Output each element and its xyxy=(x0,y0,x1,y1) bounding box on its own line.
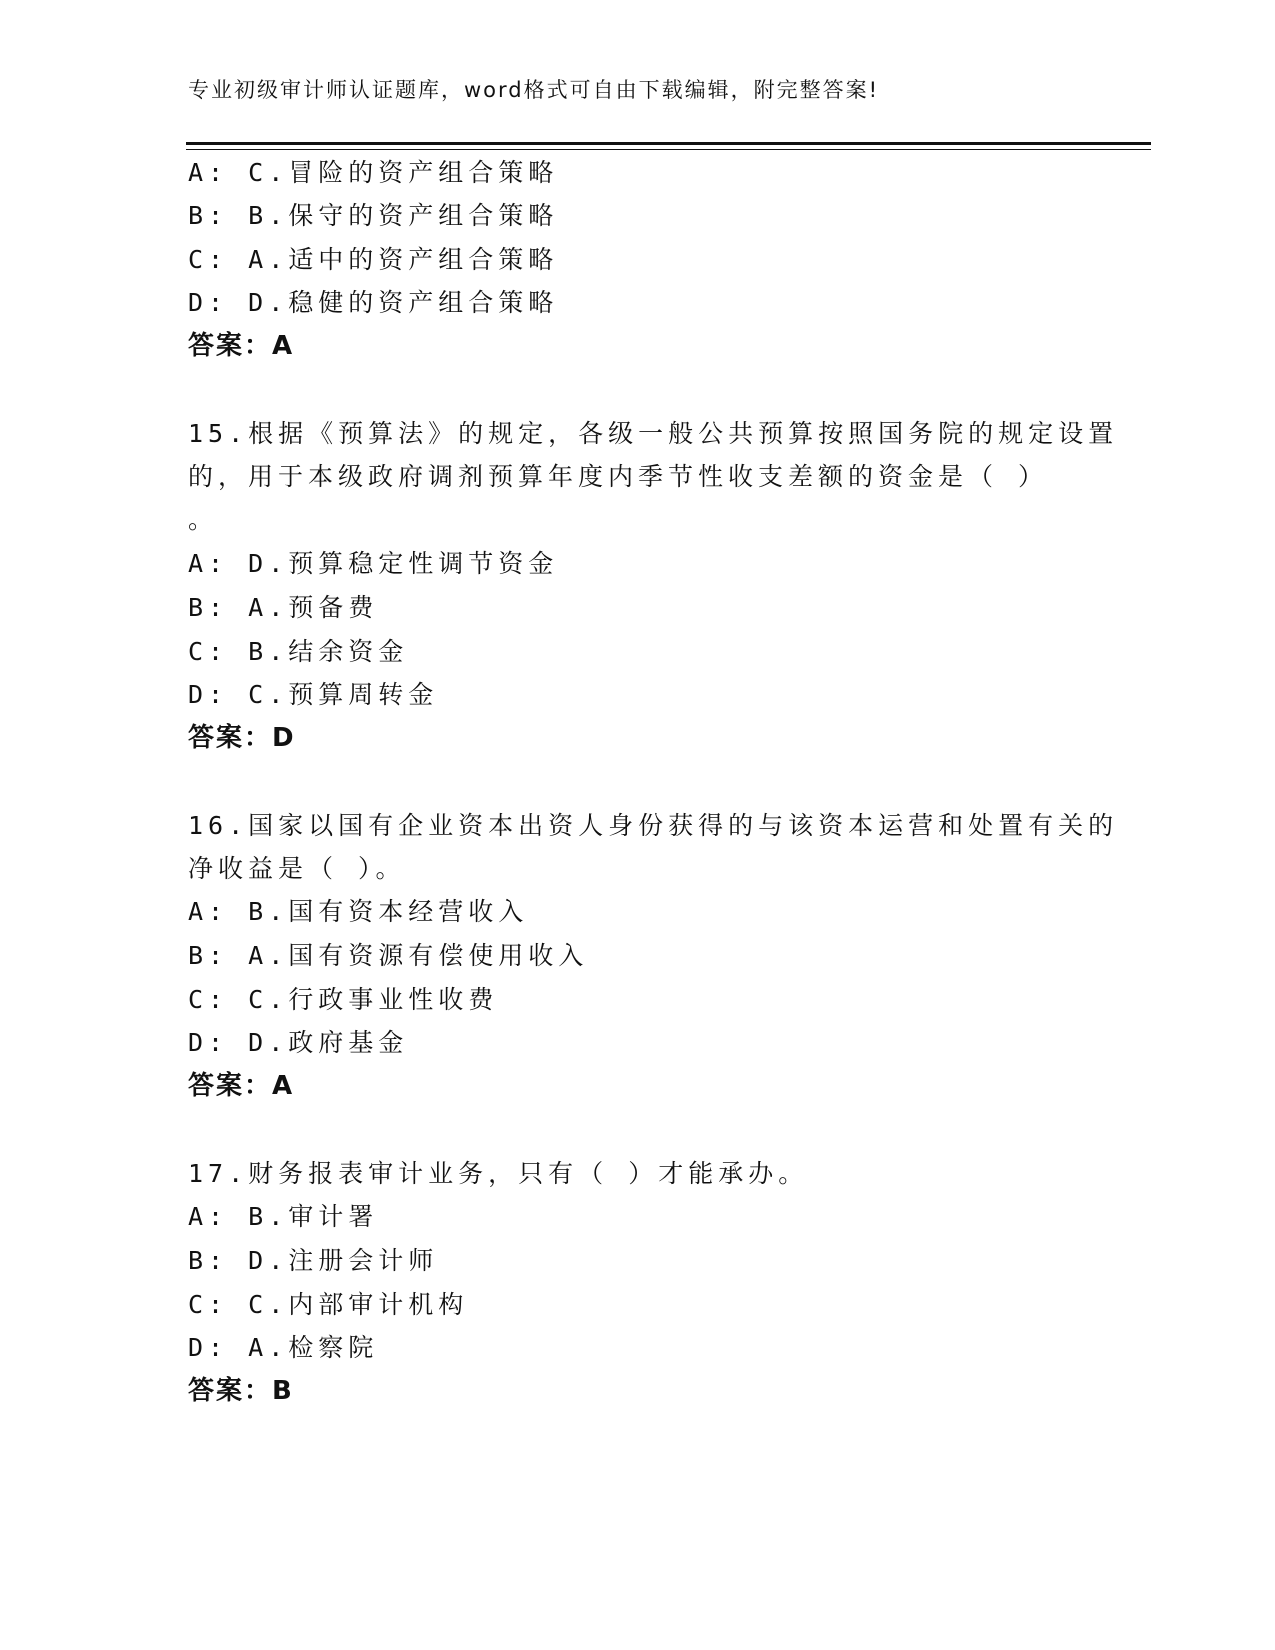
q15-answer: 答案：D xyxy=(188,723,296,753)
q15-option-d: D: C.预算周转金 xyxy=(188,680,439,709)
q15-option-c: C: B.结余资金 xyxy=(188,637,409,666)
q16-option-b: B: A.国有资源有偿使用收入 xyxy=(188,941,589,970)
q17-option-a: A: B.审计署 xyxy=(188,1202,379,1231)
q17-question-line-1: 17.财务报表审计业务，只有（ ）才能承办。 xyxy=(188,1159,809,1188)
q16-option-c: C: C.行政事业性收费 xyxy=(188,985,499,1014)
q14-option-c: C: A.适中的资产组合策略 xyxy=(188,245,559,274)
q15-question-line-3: 。 xyxy=(188,505,219,534)
q17-answer: 答案：B xyxy=(188,1376,294,1406)
header-divider-thin xyxy=(186,149,1151,150)
q16-option-d: D: D.政府基金 xyxy=(188,1028,409,1057)
q15-option-b: B: A.预备费 xyxy=(188,593,379,622)
q14-option-d: D: D.稳健的资产组合策略 xyxy=(188,288,559,317)
q16-question-line-1: 16.国家以国有企业资本出资人身份获得的与该资本运营和处置有关的 xyxy=(188,811,1119,840)
q14-answer: 答案：A xyxy=(188,331,295,361)
q15-option-a: A: D.预算稳定性调节资金 xyxy=(188,549,559,578)
q14-option-b: B: B.保守的资产组合策略 xyxy=(188,201,559,230)
header-divider-thick xyxy=(186,142,1151,145)
q15-question-line-2: 的，用于本级政府调剂预算年度内季节性收支差额的资金是（ ） xyxy=(188,462,1049,491)
q17-option-c: C: C.内部审计机构 xyxy=(188,1290,469,1319)
q17-option-b: B: D.注册会计师 xyxy=(188,1246,439,1275)
q15-question-line-1: 15.根据《预算法》的规定，各级一般公共预算按照国务院的规定设置 xyxy=(188,419,1119,448)
q14-option-a: A: C.冒险的资产组合策略 xyxy=(188,158,559,187)
q16-answer: 答案：A xyxy=(188,1071,295,1101)
q17-option-d: D: A.检察院 xyxy=(188,1333,379,1362)
q16-question-line-2: 净收益是（ ）。 xyxy=(188,854,406,883)
q16-option-a: A: B.国有资本经营收入 xyxy=(188,897,529,926)
page-header: 专业初级审计师认证题库，word格式可自由下载编辑，附完整答案! xyxy=(188,78,880,102)
